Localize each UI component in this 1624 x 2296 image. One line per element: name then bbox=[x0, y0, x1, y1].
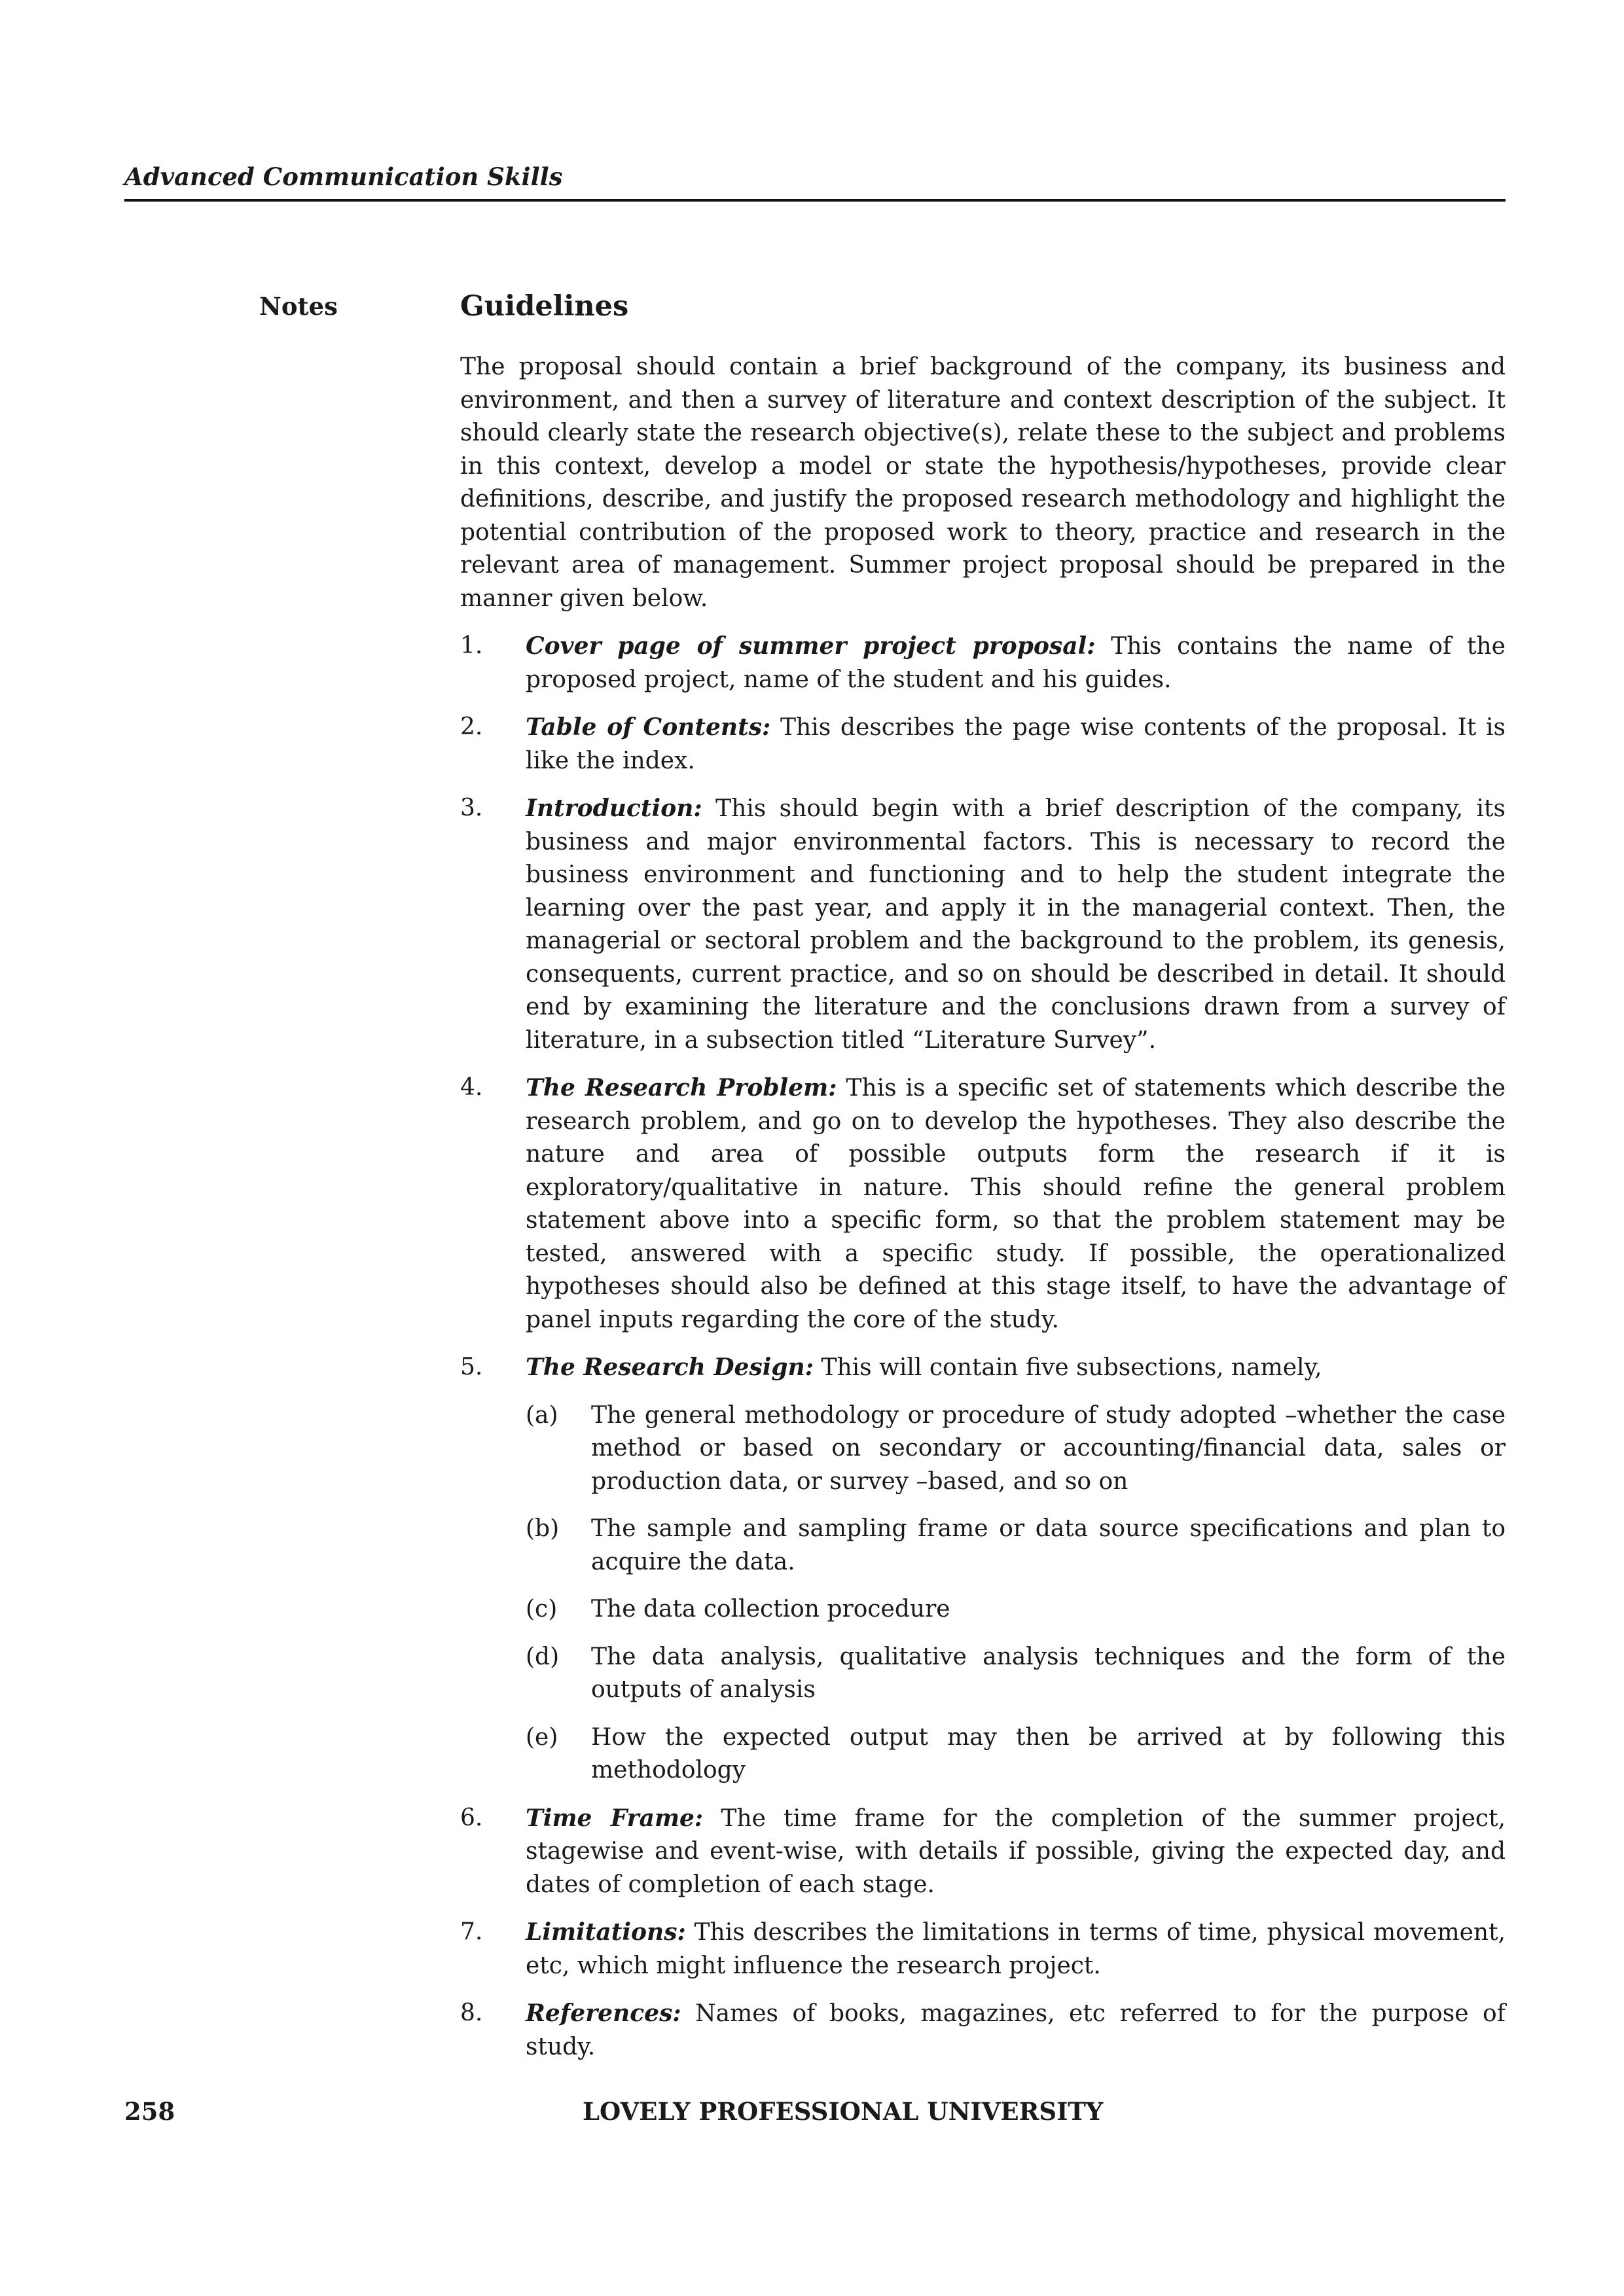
list-item-body bbox=[526, 1351, 1506, 1787]
list-item-body bbox=[526, 1997, 1506, 2064]
main-content bbox=[460, 288, 1506, 2078]
list-item-text: This will contain five subsections, namely, bbox=[814, 1354, 1322, 1381]
list-item-body bbox=[526, 1802, 1506, 1902]
sub-list-item bbox=[526, 1593, 1506, 1626]
list-item-title: Table of Contents: bbox=[526, 713, 771, 741]
sub-list-item bbox=[526, 1513, 1506, 1579]
list-item-number: 7. bbox=[460, 1918, 483, 1945]
list-item bbox=[460, 1802, 1506, 1902]
page-number: 258 bbox=[124, 2097, 175, 2126]
footer-university-name: LOVELY PROFESSIONAL UNIVERSITY bbox=[583, 2097, 1104, 2126]
sub-list-item bbox=[526, 1399, 1506, 1499]
list-item-number: 5. bbox=[460, 1354, 483, 1380]
list-item bbox=[460, 1071, 1506, 1336]
intro-paragraph: The proposal should contain a brief background of the company, its business and environment, and then a survey of literature and context description of the subject. It should clearly state the research objective(s), relate these to the subject and problems in this context, develop a model or state the hypothesis/hypotheses, provide clear definitions, describe, and justify the proposed research methodology and highlight the potential contribution of the proposed work to theory, practice and research in the relevant area of management. Summer project proposal should be prepared in the manner given below. bbox=[460, 353, 1506, 612]
list-item-title: Cover page of summer project proposal: bbox=[526, 632, 1096, 660]
running-header-title: Advanced Communication Skills bbox=[124, 162, 1506, 202]
list-item-title: Limitations: bbox=[526, 1918, 686, 1946]
list-item bbox=[460, 1997, 1506, 2064]
list-item bbox=[460, 1351, 1506, 1787]
sub-list-item-text: The general methodology or procedure of study adopted –whether the case method or based on secondary or accounting/financial data, sales or production data, or survey –based, and so on bbox=[591, 1401, 1506, 1495]
list-item-body bbox=[526, 1071, 1506, 1336]
list-item-text: This is a specific set of statements which describe the research problem, and go on to develop the hypotheses. They also describe the nature and area of possible outputs form the research if it is exploratory/qualitative in nature. This should refine the general problem statement above into a specific form, so that the problem statement may be tested, answered with a specific study. If possible, the operationalized hypotheses should also be defined at this stage itself, to have the advantage of panel inputs regarding the core of the study. bbox=[526, 1075, 1506, 1333]
sub-list-item-text: How the expected output may then be arrived at by following this methodology bbox=[591, 1723, 1506, 1784]
list-item-number: 1. bbox=[460, 632, 483, 659]
list-item-text: This describes the limitations in terms of time, physical movement, etc, which might influence the research project. bbox=[526, 1919, 1506, 1979]
list-item-text: This describes the page wise contents of the proposal. It is like the index. bbox=[526, 714, 1506, 774]
sub-list-item-label: (d) bbox=[526, 1643, 560, 1670]
list-item-title: References: bbox=[526, 2000, 681, 2027]
sub-list-item bbox=[526, 1721, 1506, 1787]
list-item bbox=[460, 792, 1506, 1057]
section-title: Guidelines bbox=[460, 290, 629, 323]
list-item-number: 2. bbox=[460, 713, 483, 740]
list-item-title: The Research Design: bbox=[526, 1354, 814, 1381]
sub-list-item-label: (a) bbox=[526, 1401, 558, 1429]
sub-list-item-label: (b) bbox=[526, 1515, 560, 1542]
sub-list-item-text: The data analysis, qualitative analysis techniques and the form of the outputs of analysis bbox=[591, 1643, 1506, 1703]
list-item-title: Time Frame: bbox=[526, 1804, 704, 1832]
sub-list-item-text: The sample and sampling frame or data source specifications and plan to acquire the data. bbox=[591, 1515, 1506, 1575]
notes-margin-label: Notes bbox=[259, 292, 338, 321]
list-item-number: 6. bbox=[460, 1804, 483, 1831]
list-item-body bbox=[526, 711, 1506, 778]
list-item-text: This contains the name of the proposed project, name of the student and his guides. bbox=[526, 633, 1506, 693]
list-item bbox=[460, 711, 1506, 778]
sub-list-item-label: (e) bbox=[526, 1723, 558, 1751]
sub-list-item-label: (c) bbox=[526, 1596, 558, 1623]
research-design-subitems bbox=[526, 1399, 1506, 1787]
list-item-text: The time frame for the completion of the summer project, stagewise and event-wise, with details if possible, giving the expected day, and dates of completion of each stage. bbox=[526, 1804, 1506, 1898]
sub-list-item bbox=[526, 1641, 1506, 1707]
list-item-text: This should begin with a brief description of the company, its business and major environmental factors. This is necessary to record the business environment and functioning and to help the student integrate the learning over the past year, and apply it in the managerial context. Then, the managerial or sectoral problem and the background to the problem, its genesis, consequents, current practice, and so on should be described in detail. It should end by examining the literature and the conclusions drawn from a survey of literature, in a subsection titled “Literature Survey”. bbox=[526, 795, 1506, 1054]
list-item-title: Introduction: bbox=[526, 795, 702, 822]
list-item-body bbox=[526, 792, 1506, 1057]
list-item bbox=[460, 1916, 1506, 1982]
list-item-body bbox=[526, 630, 1506, 696]
list-item-title: The Research Problem: bbox=[526, 1074, 837, 1102]
sub-list-item-text: The data collection procedure bbox=[591, 1596, 950, 1623]
list-item-body bbox=[526, 1916, 1506, 1982]
list-item-text: Names of books, magazines, etc referred to for the purpose of study. bbox=[526, 2000, 1506, 2060]
list-item-number: 3. bbox=[460, 795, 483, 821]
list-item-number: 4. bbox=[460, 1074, 483, 1101]
list-item bbox=[460, 630, 1506, 696]
list-item-number: 8. bbox=[460, 2000, 483, 2026]
